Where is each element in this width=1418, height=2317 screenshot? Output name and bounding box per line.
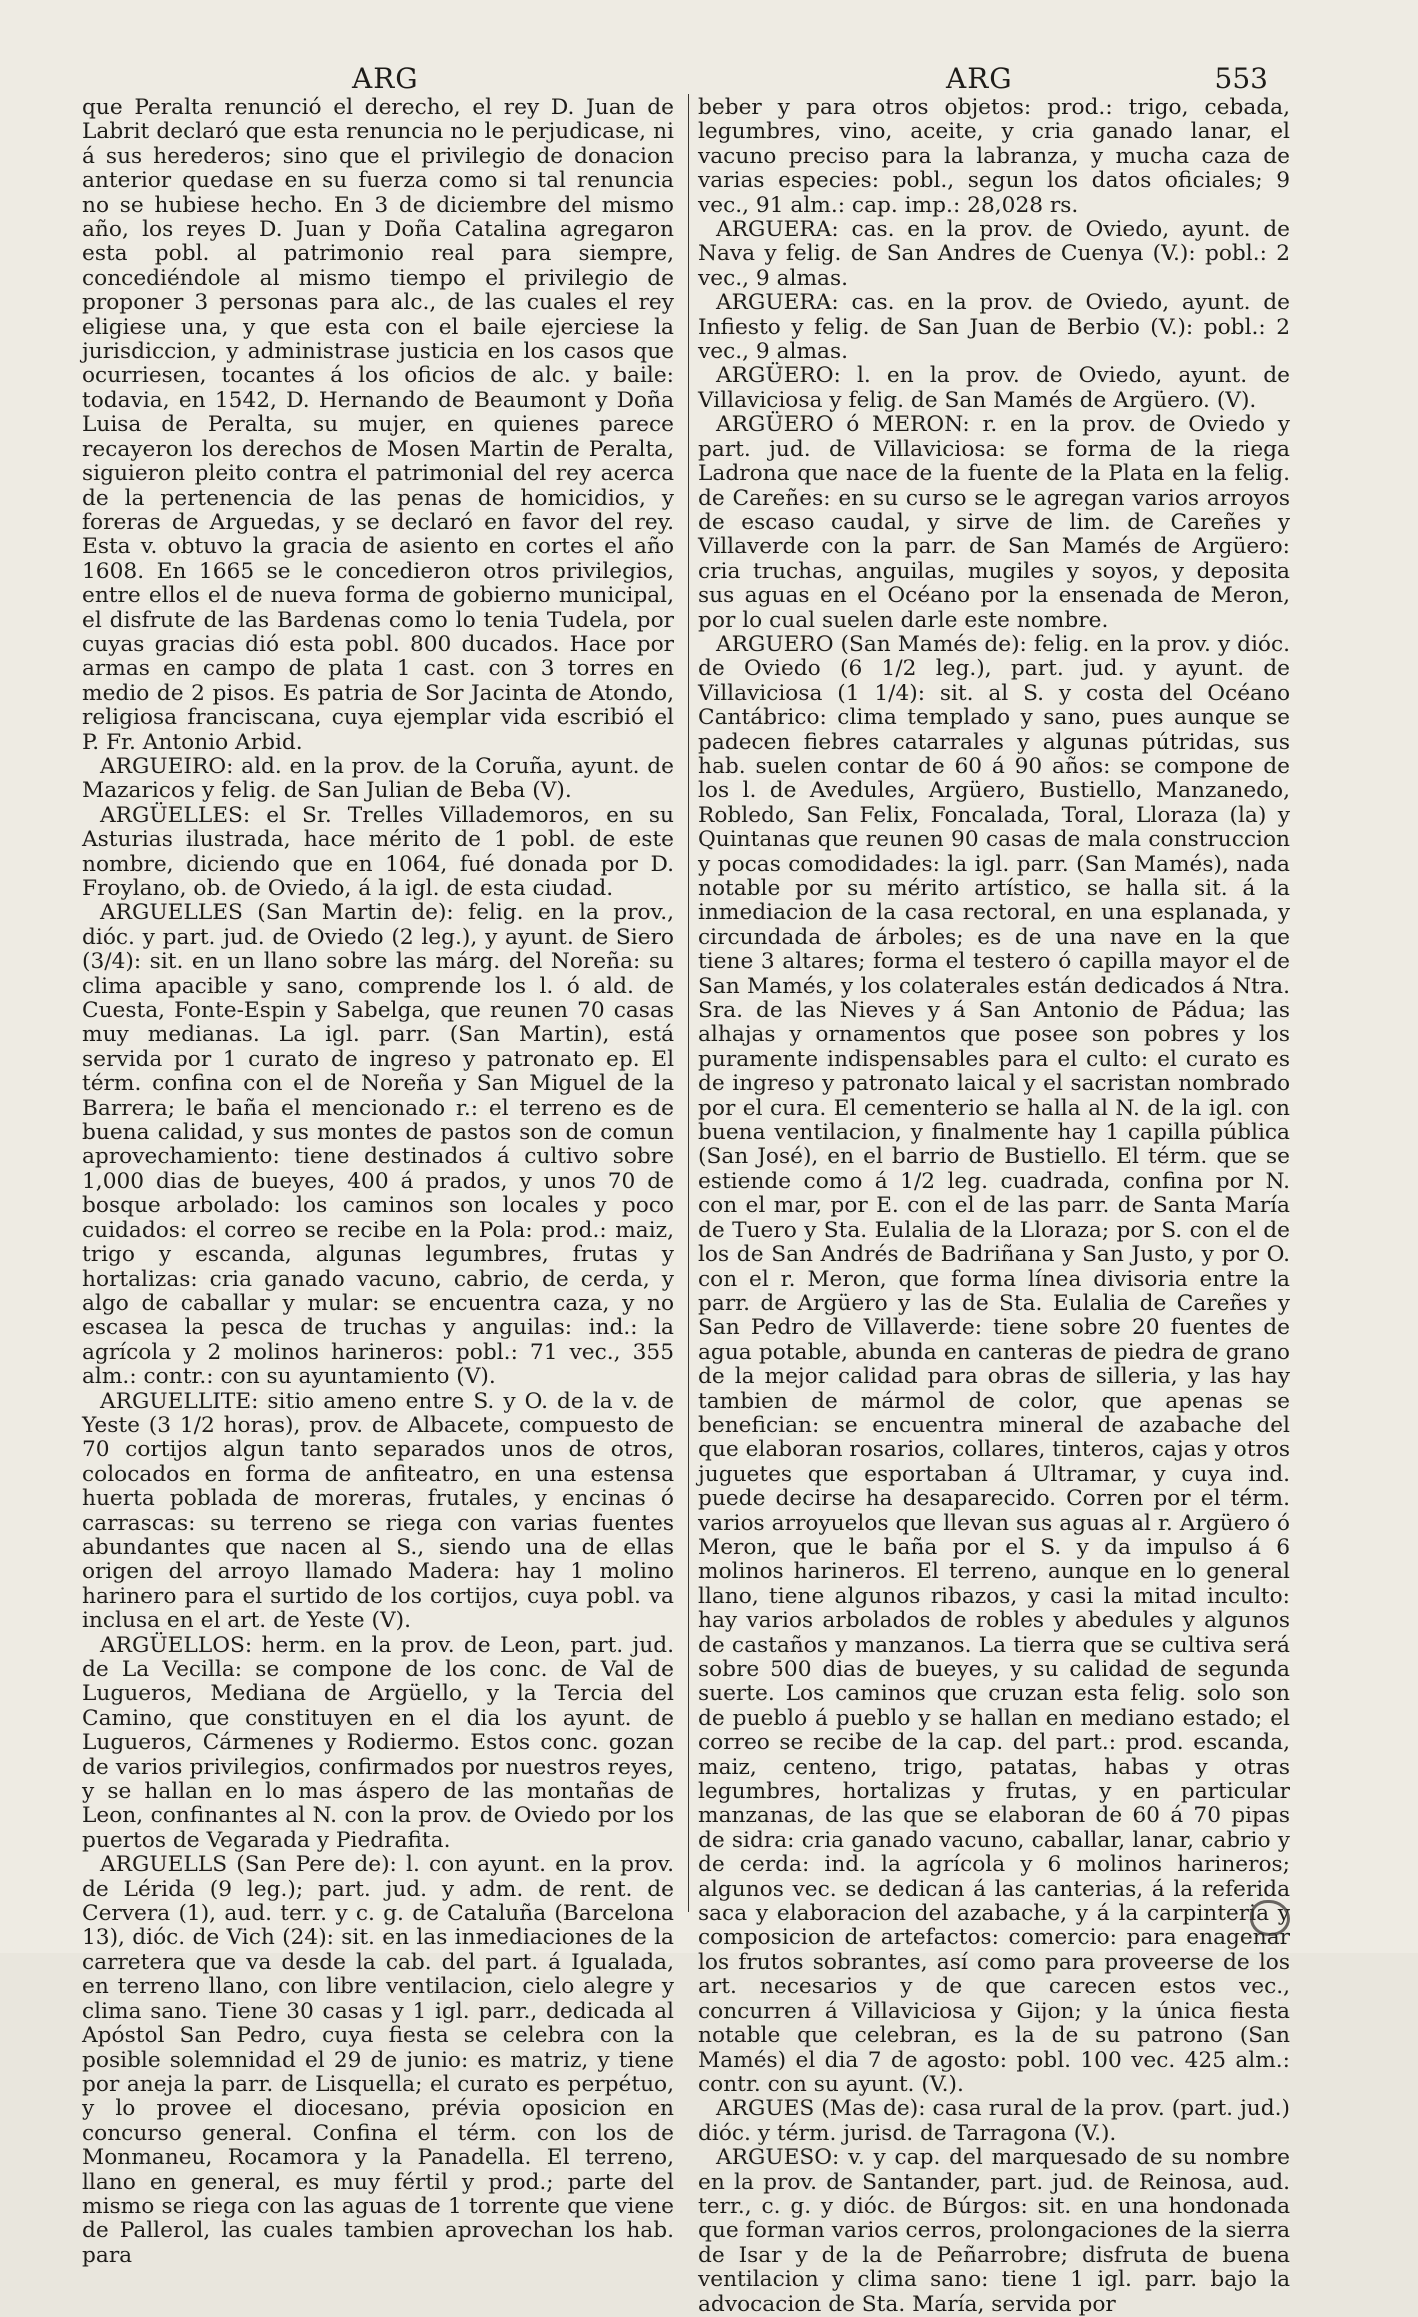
entry: ARGUERA: cas. en la prov. de Oviedo, ayunt. de Infiesto y felig. de San Juan de Berbio (V.): pobl.: 2 vec., 9 almas. <box>698 290 1290 365</box>
entry: ARGUES (Mas de): casa rural de la prov. (part. jud.) dióc. y térm. jurisd. de Tarragona (V.). <box>698 2096 1290 2146</box>
ink-mark <box>1250 1900 1290 1936</box>
entry: ARGÜELLOS: herm. en la prov. de Leon, part. jud. de La Vecilla: se compone de los conc. de Val de Lugueros, Mediana de Argüello, y la Tercia del Camino, que constituyen en el dia los ayunt. de Lugueros, Cármenes y Rodiermo. Estos conc. gozan de varios privilegios, confirmados por nuestros reyes, y se hallan en lo mas áspero de las montañas de Leon, confinantes al N. con la prov. de Oviedo por los puertos de Vegarada y Piedrafita. <box>82 1632 674 1853</box>
entry: ARGUERA: cas. en la prov. de Oviedo, ayunt. de Nava y felig. de San Andres de Cuenya (V.): pobl.: 2 vec., 9 almas. <box>698 217 1290 291</box>
entry: que Peralta renunció el derecho, el rey D. Juan de Labrit declaró que esta renuncia no le perjudicase, ni á sus herederos; sino que el privilegio de donacion anterior quedase en su fuerza como si tal renuncia no se hubiese hecho. En 3 de diciembre del mismo año, los reyes D. Juan y Doña Catalina agregaron esta pobl. al patrimonio real para siempre, concediéndole al mismo tiempo el privilegio de proponer 3 personas para alc., de las cuales el rey eligiese una, y que esta con el baile ejerciese la jurisdiccion, y administrase justicia en los casos que ocurriesen, tocantes á los oficios de alc. y baile: todavia, en 1542, D. Hernando de Beaumont y Doña Luisa de Peralta, su mujer, en quienes parece recayeron los derechos de Mosen Martin de Peralta, siguieron pleito contra el patrimonial del rey acerca de la pertenencia de las penas de homicidios, y foreras de Arguedas, y se declaró en favor del rey. Esta v. obtuvo la gracia de asiento en cortes el año 1608. En 1665 se le concedieron otros privilegios, entre ellos el de nueva forma de gobierno municipal, el disfrute de las Bardenas como lo tenia Tudela, por cuyas gracias dió esta pobl. 800 ducados. Hace por armas en campo de plata 1 cast. con 3 torres en medio de 2 pisos. Es patria de Sor Jacinta de Atondo, religiosa franciscana, cuya ejemplar vida escribió el P. Fr. Antonio Arbid. <box>82 95 674 755</box>
left-column <box>82 95 674 2268</box>
entry: ARGÜERO: l. en la prov. de Oviedo, ayunt. de Villaviciosa y felig. de San Mamés de Argüero. (V). <box>698 363 1290 413</box>
entry: ARGUELLITE: sitio ameno entre S. y O. de la v. de Yeste (3 1/2 horas), prov. de Albacete, compuesto de 70 cortijos algun tanto separados unos de otros, colocados en forma de anfiteatro, en una estensa huerta poblada de moreras, frutales, y encinas ó carrascas: su terreno se riega con varias fuentes abundantes que nacen al S., siendo una de ellas origen del arroyo llamado Madera: hay 1 molino harinero para el surtido de los cortijos, cuya pobl. va inclusa en el art. de Yeste (V). <box>82 1388 674 1634</box>
entry: ARGUELLS (San Pere de): l. con ayunt. en la prov. de Lérida (9 leg.); part. jud. y adm. de rent. de Cervera (1), aud. terr. y c. g. de Cataluña (Barcelona 13), dióc. de Vich (24): sit. en las inmediaciones de la carretera que va desde la cab. del part. á Igualada, en terreno llano, con libre ventilacion, cielo alegre y clima sano. Tiene 30 casas y 1 igl. parr., dedicada al Apóstol San Pedro, cuya fiesta se celebra con la posible solemnidad el 29 de junio: es matriz, y tiene por aneja la parr. de Lisquella; el curato es perpétuo, y lo provee el diocesano, prévia oposicion en concurso general. Confina el térm. con los de Monmaneu, Rocamora y la Panadella. El terreno, llano en general, es muy fértil y prod.; parte del mismo se riega con las aguas de 1 torrente que viene de Pallerol, las cuales tambien aprovechan los hab. para <box>82 1852 674 2268</box>
left-running-head: ARG <box>352 62 419 95</box>
entry: ARGÜERO ó MERON: r. en la prov. de Oviedo y part. jud. de Villaviciosa: se forma de la riega Ladrona que nace de la fuente de la Plata en la felig. de Careñes: en su curso se le agregan varios arroyos de escaso caudal, y sirve de lim. de Careñes y Villaverde con la parr. de San Mamés de Argüero: cria truchas, anguilas, mugiles y soyos, y deposita sus aguas en el Océano por la ensenada de Meron, por lo cual suelen darle este nombre. <box>698 412 1290 633</box>
entry: ARGUEIRO: ald. en la prov. de la Coruña, ayunt. de Mazaricos y felig. de San Julian de Beba (V). <box>82 753 674 804</box>
column-divider <box>688 94 689 1912</box>
entry: beber y para otros objetos: prod.: trigo, cebada, legumbres, vino, aceite, y cria ganado lanar, el vacuno preciso para la labranza, y mucha caza de varias especies: pobl., segun los datos oficiales; 9 vec., 91 alm.: cap. imp.: 28,028 rs. <box>698 95 1290 218</box>
entry: ARGUELLES (San Martin de): felig. en la prov., dióc. y part. jud. de Oviedo (2 leg.), y ayunt. de Siero (3/4): sit. en un llano sobre las márg. del Noreña: su clima apacible y sano, comprende los l. ó ald. de Cuesta, Fonte-Espin y Sabelga, que reunen 70 casas muy medianas. La igl. parr. (San Martin), está servida por 1 curato de ingreso y patronato ep. El térm. confina con el de Noreña y San Miguel de la Barrera; le baña el mencionado r.: el terreno es de buena calidad, y sus montes de pastos son de comun aprovechamiento: tiene destinados á cultivo sobre 1,000 dias de bueyes, 400 á prados, y unos 70 de bosque arbolado: los caminos son locales y poco cuidados: el correo se recibe en la Pola: prod.: maiz, trigo y escanda, algunas legumbres, frutas y hortalizas: cria ganado vacuno, cabrio, de cerda, y algo de caballar y mular: se encuentra caza, y no escasea la pesca de truchas y anguilas: ind.: la agrícola y 2 molinos harineros: pobl.: 71 vec., 355 alm.: contr.: con su ayuntamiento (V). <box>82 900 674 1390</box>
entry: ARGÜELLES: el Sr. Trelles Villademoros, en su Asturias ilustrada, hace mérito de 1 pobl. de este nombre, diciendo que en 1064, fué donada por D. Froylano, ob. de Oviedo, á la igl. de esta ciudad. <box>82 802 674 901</box>
page-number: 553 <box>1214 62 1268 95</box>
right-column <box>698 95 1291 2317</box>
right-running-head: ARG <box>946 62 1013 95</box>
entry: ARGUERO (San Mamés de): felig. en la prov. y dióc. de Oviedo (6 1/2 leg.), part. jud. y ayunt. de Villaviciosa (1 1/4): sit. al S. y costa del Océano Cantábrico: clima templado y sano, pues aunque se padecen fiebres catarrales y algunas pútridas, sus hab. suelen contar de 60 á 90 años: se compone de los l. de Avedules, Argüero, Bustiello, Manzanedo, Robledo, San Felix, Foncalada, Toral, Lloraza (la) y Quintanas que reunen 90 casas de mala construccion y pocas comodidades: la igl. parr. (San Mamés), nada notable por su mérito artístico, se halla sit. á la inmediacion de la casa rectoral, en una esplanada, y circundada de árboles; es de una nave en la que tiene 3 altares; forma el testero ó capilla mayor el de San Mamés, y los colaterales están dedicados á Ntra. Sra. de las Nieves y á San Antonio de Pádua; las alhajas y ornamentos que posee son pobres y los puramente indispensables para el culto: el curato es de ingreso y patronato laical y el sacristan nombrado por el cura. El cementerio se halla al N. de la igl. con buena ventilacion, y finalmente hay 1 capilla pública (San José), en el barrio de Bustiello. El térm. que se estiende como á 1/2 leg. cuadrada, confina por N. con el mar, por E. con el de las parr. de Santa María de Tuero y Sta. Eulalia de la Lloraza; por S. con el de los de San Andrés de Badriñana y San Justo, y por O. con el r. Meron, que forma línea divisoria entre la parr. de Argüero y las de Sta. Eulalia de Careñes y San Pedro de Villaverde: tiene sobre 20 fuentes de agua potable, abunda en canteras de piedra de grano de la mejor calidad para obras de silleria, y las hay tambien de mármol de color, que apenas se benefician: se encuentra mineral de azabache del que elaboran rosarios, collares, tinteros, cajas y otros juguetes que esportaban á Ultramar, y cuya ind. puede decirse ha desaparecido. Corren por el térm. varios arroyuelos que llevan sus aguas al r. Argüero ó Meron, que le baña por el S. y da impulso á 6 molinos harineros. El terreno, aunque en lo general llano, tiene algunos ribazos, y casi la mitad inculto: hay varios arbolados de robles y abedules y algunos de castaños y manzanos. La tierra que se cultiva será sobre 500 dias de bueyes, y su calidad de segunda suerte. Los caminos que cruzan esta felig. solo son de pueblo á pueblo y se hallan en mediano estado; el correo se recibe de la cap. del part.: prod. escanda, maiz, centeno, trigo, patatas, habas y otras legumbres, hortalizas y frutas, y en particular manzanas, de las que se elaboran de 60 á 70 pipas de sidra: cria ganado vacuno, caballar, lanar, cabrio y de cerda: ind. la agrícola y 6 molinos harineros; algunos vec. se dedican á las canterias, á la referida saca y elaboracion del azabache, y á la carpinteria y composicion de artefactos: comercio: para enagenar los frutos sobrantes, así como para proveerse de los art. necesarios y de que carecen estos vec., concurren á Villaviciosa y Gijon; y la única fiesta notable que celebran, es la de su patrono (San Mamés) el dia 7 de agosto: pobl. 100 vec. 425 alm.: contr. con su ayunt. (V.). <box>698 631 1291 2097</box>
entry: ARGUESO: v. y cap. del marquesado de su nombre en la prov. de Santander, part. jud. de Reinosa, aud. terr., c. g. y dióc. de Búrgos: sit. en una hondonada que forman varios cerros, prolongaciones de la sierra de Isar y de la de Peñarrobre; disfruta de buena ventilacion y clima sano: tiene 1 igl. parr. bajo la advocacion de Sta. María, servida por <box>698 2145 1290 2317</box>
